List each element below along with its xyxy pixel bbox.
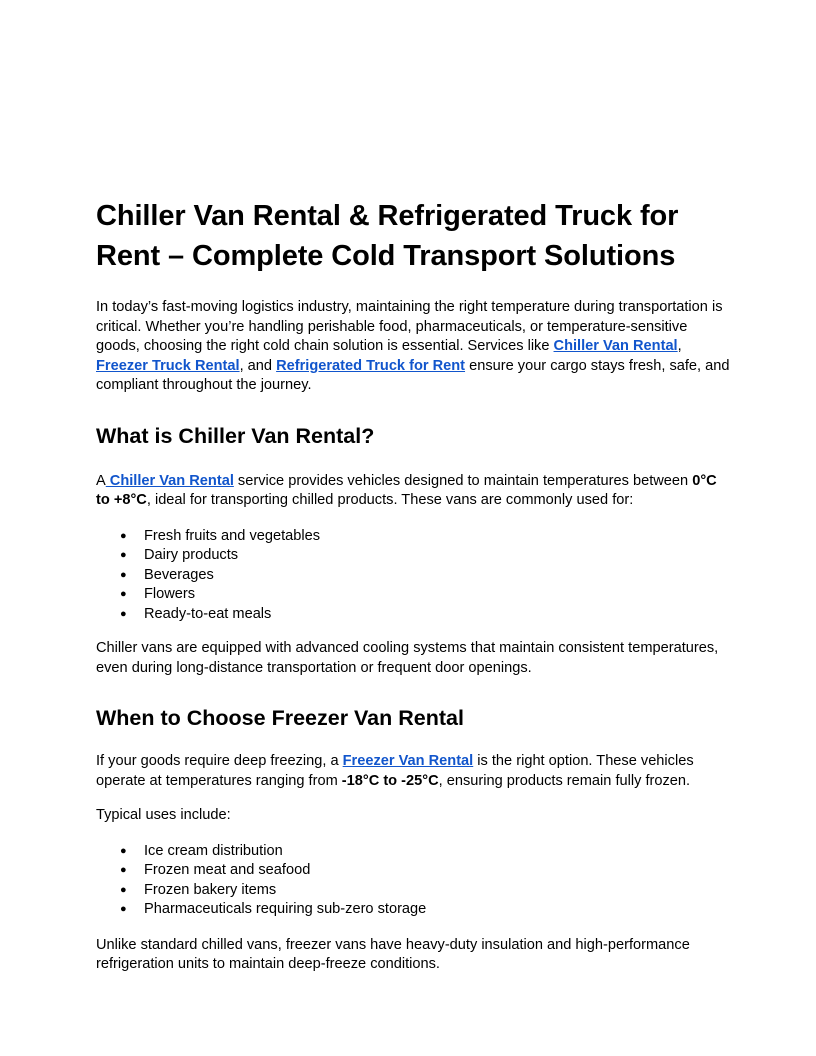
list-item: ● Ice cream distribution [96, 842, 732, 862]
freezer-truck-rental-link[interactable]: Freezer Truck Rental [96, 357, 240, 374]
chiller-van-rental-inline-link[interactable]: Chiller Van Rental [105, 472, 234, 489]
freezer-van-rental-link[interactable]: Freezer Van Rental [342, 753, 474, 769]
chiller-description [96, 472, 732, 511]
list-item: ● Frozen bakery items [96, 881, 732, 901]
chiller-desc-mid: service provides vehicles designed to maintain temperatures between [233, 472, 693, 489]
chiller-uses-list [96, 527, 732, 625]
list-item: ● Flowers [96, 585, 732, 605]
section-heading-chiller: What is Chiller Van Rental? [96, 423, 375, 448]
freezer-uses-list [96, 842, 732, 920]
list-item: ● Ready-to-eat meals [96, 605, 732, 625]
list-item: ● Fresh fruits and vegetables [96, 527, 732, 547]
page-title: Chiller Van Rental & Refrigerated Truck for Rent – Complete Cold Transport Solutions [96, 200, 679, 272]
intro-separator-2: , and [239, 357, 277, 374]
chiller-temperature-range: 0°C to +8°C [96, 472, 717, 508]
intro-separator-1: , [677, 338, 682, 354]
document-page [96, 196, 732, 975]
intro-paragraph [96, 298, 732, 396]
freezer-desc-mid: is the right option. These vehicles operate at temperatures ranging from [96, 753, 694, 789]
refrigerated-truck-for-rent-link[interactable]: Refrigerated Truck for Rent [276, 357, 466, 374]
chiller-desc-prefix: A [96, 472, 106, 489]
freezer-closing-paragraph: Unlike standard chilled vans, freezer vans have heavy-duty insulation and high-performance refrigeration units to maintain deep-freeze conditions. [96, 936, 690, 972]
chiller-desc-suffix: , ideal for transporting chilled products. These vans are commonly used for: [146, 492, 634, 508]
chiller-van-rental-link[interactable]: Chiller Van Rental [553, 338, 678, 354]
list-item: ● Frozen meat and seafood [96, 861, 732, 881]
section-heading-freezer: When to Choose Freezer Van Rental [96, 706, 464, 730]
list-item: ● Dairy products [96, 546, 732, 566]
intro-text-1: In today’s fast-moving logistics industry, maintaining the right temperature during transportation is critical. Whether you’re handling perishable food, pharmaceuticals, or temperature-sensitive goods, choosing the right cold chain solution is essential. Services like [96, 299, 723, 354]
list-item: ● Pharmaceuticals requiring sub-zero storage [96, 900, 732, 920]
chiller-closing-paragraph: Chiller vans are equipped with advanced cooling systems that maintain consistent temperatures, even during long-distance transportation or frequent door openings. [96, 640, 719, 676]
intro-text-2: ensure your cargo stays fresh, safe, and compliant throughout the journey. [96, 357, 730, 393]
freezer-temperature-range: -18°C to -25°C [341, 772, 439, 789]
freezer-description [96, 752, 732, 791]
list-item: ● Beverages [96, 566, 732, 586]
freezer-desc-suffix: , ensuring products remain fully frozen. [438, 772, 691, 789]
typical-uses-label: Typical uses include: [96, 807, 231, 823]
freezer-desc-prefix: If your goods require deep freezing, a [96, 753, 343, 769]
